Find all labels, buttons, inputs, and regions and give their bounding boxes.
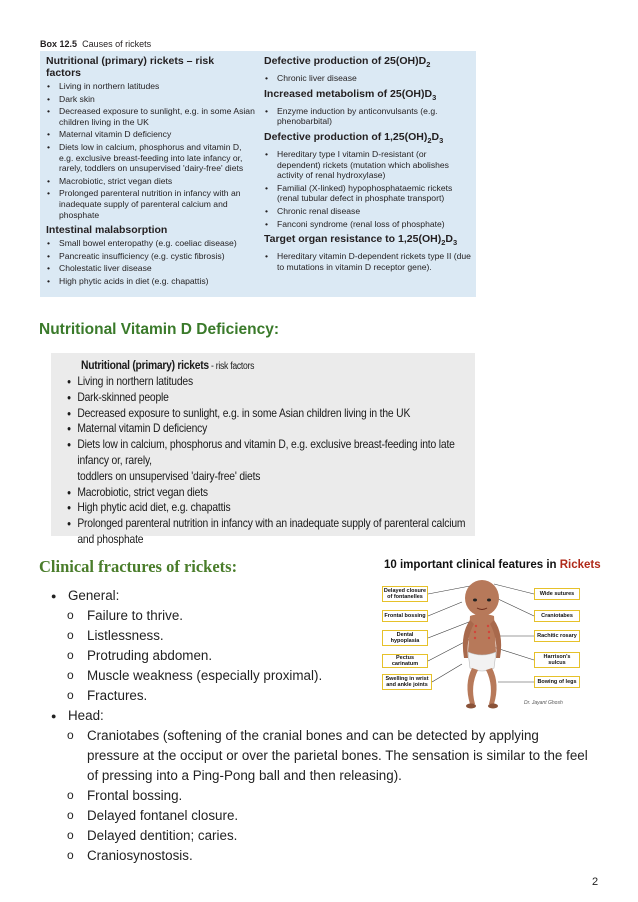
list-item: ● Prolonged parenteral nutrition in infancy with an inadequate supply of parenteral calcium and phosphate bbox=[67, 516, 480, 548]
list-item: • Pancreatic insufficiency (e.g. cystic fibrosis) bbox=[46, 251, 258, 262]
list-item: • Prolonged parenteral nutrition in infancy with an inadequate supply of parenteral calcium and phosphate bbox=[46, 188, 258, 220]
scan-title: Nutritional (primary) rickets - risk factors bbox=[81, 358, 255, 372]
tag-frontal-bossing: Frontal bossing bbox=[382, 610, 428, 622]
tag-dental-hypoplasia: Dental hypoplasia bbox=[382, 630, 428, 646]
continuation-line: toddlers on unsupervised 'dairy-free' diets bbox=[77, 468, 261, 483]
nutritional-list bbox=[46, 81, 258, 220]
list-item: o Craniotabes (softening of the cranial bones and can be detected by applying pressure at the occiput or over the parietal bones. The sensation is similar to the feel of pressing into a Ping-Pong ball and then releasing). bbox=[50, 726, 590, 786]
list-item: o Frontal bossing. bbox=[50, 786, 590, 806]
box-label: Box bbox=[40, 39, 58, 49]
tag-bowing-of-legs: Bowing of legs bbox=[534, 676, 580, 688]
tag-delayed-closure: Delayed closure of fontanelles bbox=[383, 587, 427, 600]
tag-pectus-carinatum: Pectus carinatum bbox=[382, 654, 428, 668]
list-item: • Small bowel enteropathy (e.g. coeliac disease) bbox=[46, 238, 258, 249]
list-item: • Chronic renal disease bbox=[264, 206, 472, 217]
list-item: o Craniosynostosis. bbox=[50, 846, 590, 866]
list-item: • Hereditary vitamin D-dependent rickets type II (due to mutations in vitamin D receptor gene). bbox=[264, 251, 472, 272]
head-label: ● Head: bbox=[50, 706, 590, 726]
list-item: • Macrobiotic, strict vegan diets bbox=[46, 176, 258, 187]
list-item: o Delayed fontanel closure. bbox=[50, 806, 590, 826]
list-item: o Protruding abdomen. bbox=[50, 646, 590, 666]
list-item: o Listlessness. bbox=[50, 626, 590, 646]
list-item: • Enzyme induction by anticonvulsants (e.g. phenobarbital) bbox=[264, 106, 472, 127]
defective125-list bbox=[264, 149, 472, 229]
tag-swelling: Swelling in wrist and ankle joints bbox=[382, 674, 432, 690]
scan-list bbox=[67, 374, 480, 548]
target-heading: Target organ resistance to $1,25(OH)_2D_3$ bbox=[264, 233, 458, 248]
list-item: • Chronic liver disease bbox=[264, 73, 472, 84]
box-number: 12.5 bbox=[59, 39, 78, 49]
intestinal-heading: Intestinal malabsorption bbox=[46, 224, 168, 237]
list-item: • High phytic acids in diet (e.g. chapattis) bbox=[46, 276, 258, 287]
infographic-signature: Dr. Jayant Ghosh bbox=[524, 700, 563, 706]
list-item: ● Diets low in calcium, phosphorus and vitamin D, e.g. exclusive breast-feeding into late infancy or, rarely, toddlers on unsupervised 'dairy-free' diets bbox=[67, 437, 480, 484]
increased-list bbox=[264, 106, 472, 127]
list-item: • Hereditary type I vitamin D-resistant (or dependent) rickets (mutation which abolishes activity of renal hydroxylase) bbox=[264, 149, 472, 181]
list-item: • Decreased exposure to sunlight, e.g. in some Asian children living in the UK bbox=[46, 106, 258, 127]
general-label: ● General: bbox=[50, 586, 590, 606]
list-item: • Familial (X-linked) hypophosphataemic rickets (renal tubular defect in phosphate transport) bbox=[264, 183, 472, 204]
box-right-column bbox=[264, 55, 472, 275]
target-list bbox=[264, 251, 472, 272]
list-item: o Delayed dentition; caries. bbox=[50, 826, 590, 846]
list-item: o Fractures. bbox=[50, 686, 590, 706]
list-item: ● Macrobiotic, strict vegan diets bbox=[67, 485, 480, 501]
intestinal-list bbox=[46, 238, 258, 286]
list-item: • Cholestatic liver disease bbox=[46, 263, 258, 274]
tag-rachitic-rosary: Rachitic rosary bbox=[534, 630, 580, 642]
tag-craniotabes: Craniotabes bbox=[534, 610, 580, 622]
infographic-title: 10 important clinical features in Rickets bbox=[384, 559, 601, 571]
list-item: • Fanconi syndrome (renal loss of phosphate) bbox=[264, 219, 472, 230]
box-caption-text: Causes of rickets bbox=[82, 39, 152, 49]
tag-wide-sutures: Wide sutures bbox=[534, 588, 580, 600]
list-item: o Failure to thrive. bbox=[50, 606, 590, 626]
list-item: ● Maternal vitamin D deficiency bbox=[67, 421, 480, 437]
list-item: ● Dark-skinned people bbox=[67, 390, 480, 406]
list-item: • Dark skin bbox=[46, 94, 258, 105]
risk-factors-scan bbox=[51, 353, 475, 546]
nutritional-heading: Nutritional (primary) rickets – risk factors bbox=[46, 55, 215, 79]
nutritional-vitd-heading: Nutritional Vitamin D Deficiency: bbox=[39, 321, 280, 338]
defective25-heading: Defective production of $25(OH)D_2$ bbox=[264, 55, 431, 70]
box-caption bbox=[40, 39, 151, 49]
list-item: • Maternal vitamin D deficiency bbox=[46, 129, 258, 140]
list-item: ● High phytic acid diet, e.g. chapattis bbox=[67, 500, 480, 516]
list-item: ● Living in northern latitudes bbox=[67, 374, 480, 390]
child-figure bbox=[374, 554, 588, 714]
rickets-infographic bbox=[374, 554, 601, 714]
box-left-column bbox=[46, 55, 258, 289]
causes-of-rickets-box bbox=[40, 51, 476, 297]
defective25-list bbox=[264, 73, 472, 84]
list-item: o Muscle weakness (especially proximal). bbox=[50, 666, 590, 686]
clinical-heading: Clinical fractures of rickets: bbox=[39, 557, 238, 576]
list-item: ● Decreased exposure to sunlight, e.g. in some Asian children living in the UK bbox=[67, 406, 480, 422]
page-number: 2 bbox=[592, 876, 599, 888]
tag-harrisons-sulcus: Harrison's sulcus bbox=[534, 652, 580, 668]
list-item: • Diets low in calcium, phosphorus and vitamin D, e.g. exclusive breast-feeding into late infancy or, rarely, toddlers on unsupervised 'dairy-free' diets bbox=[46, 142, 258, 174]
increased-heading: Increased metabolism of $25(OH)D_3$ bbox=[264, 87, 437, 102]
list-item: • Living in northern latitudes bbox=[46, 81, 258, 92]
defective125-heading: Defective production of $1,25(OH)_2D_3$ bbox=[264, 130, 444, 146]
